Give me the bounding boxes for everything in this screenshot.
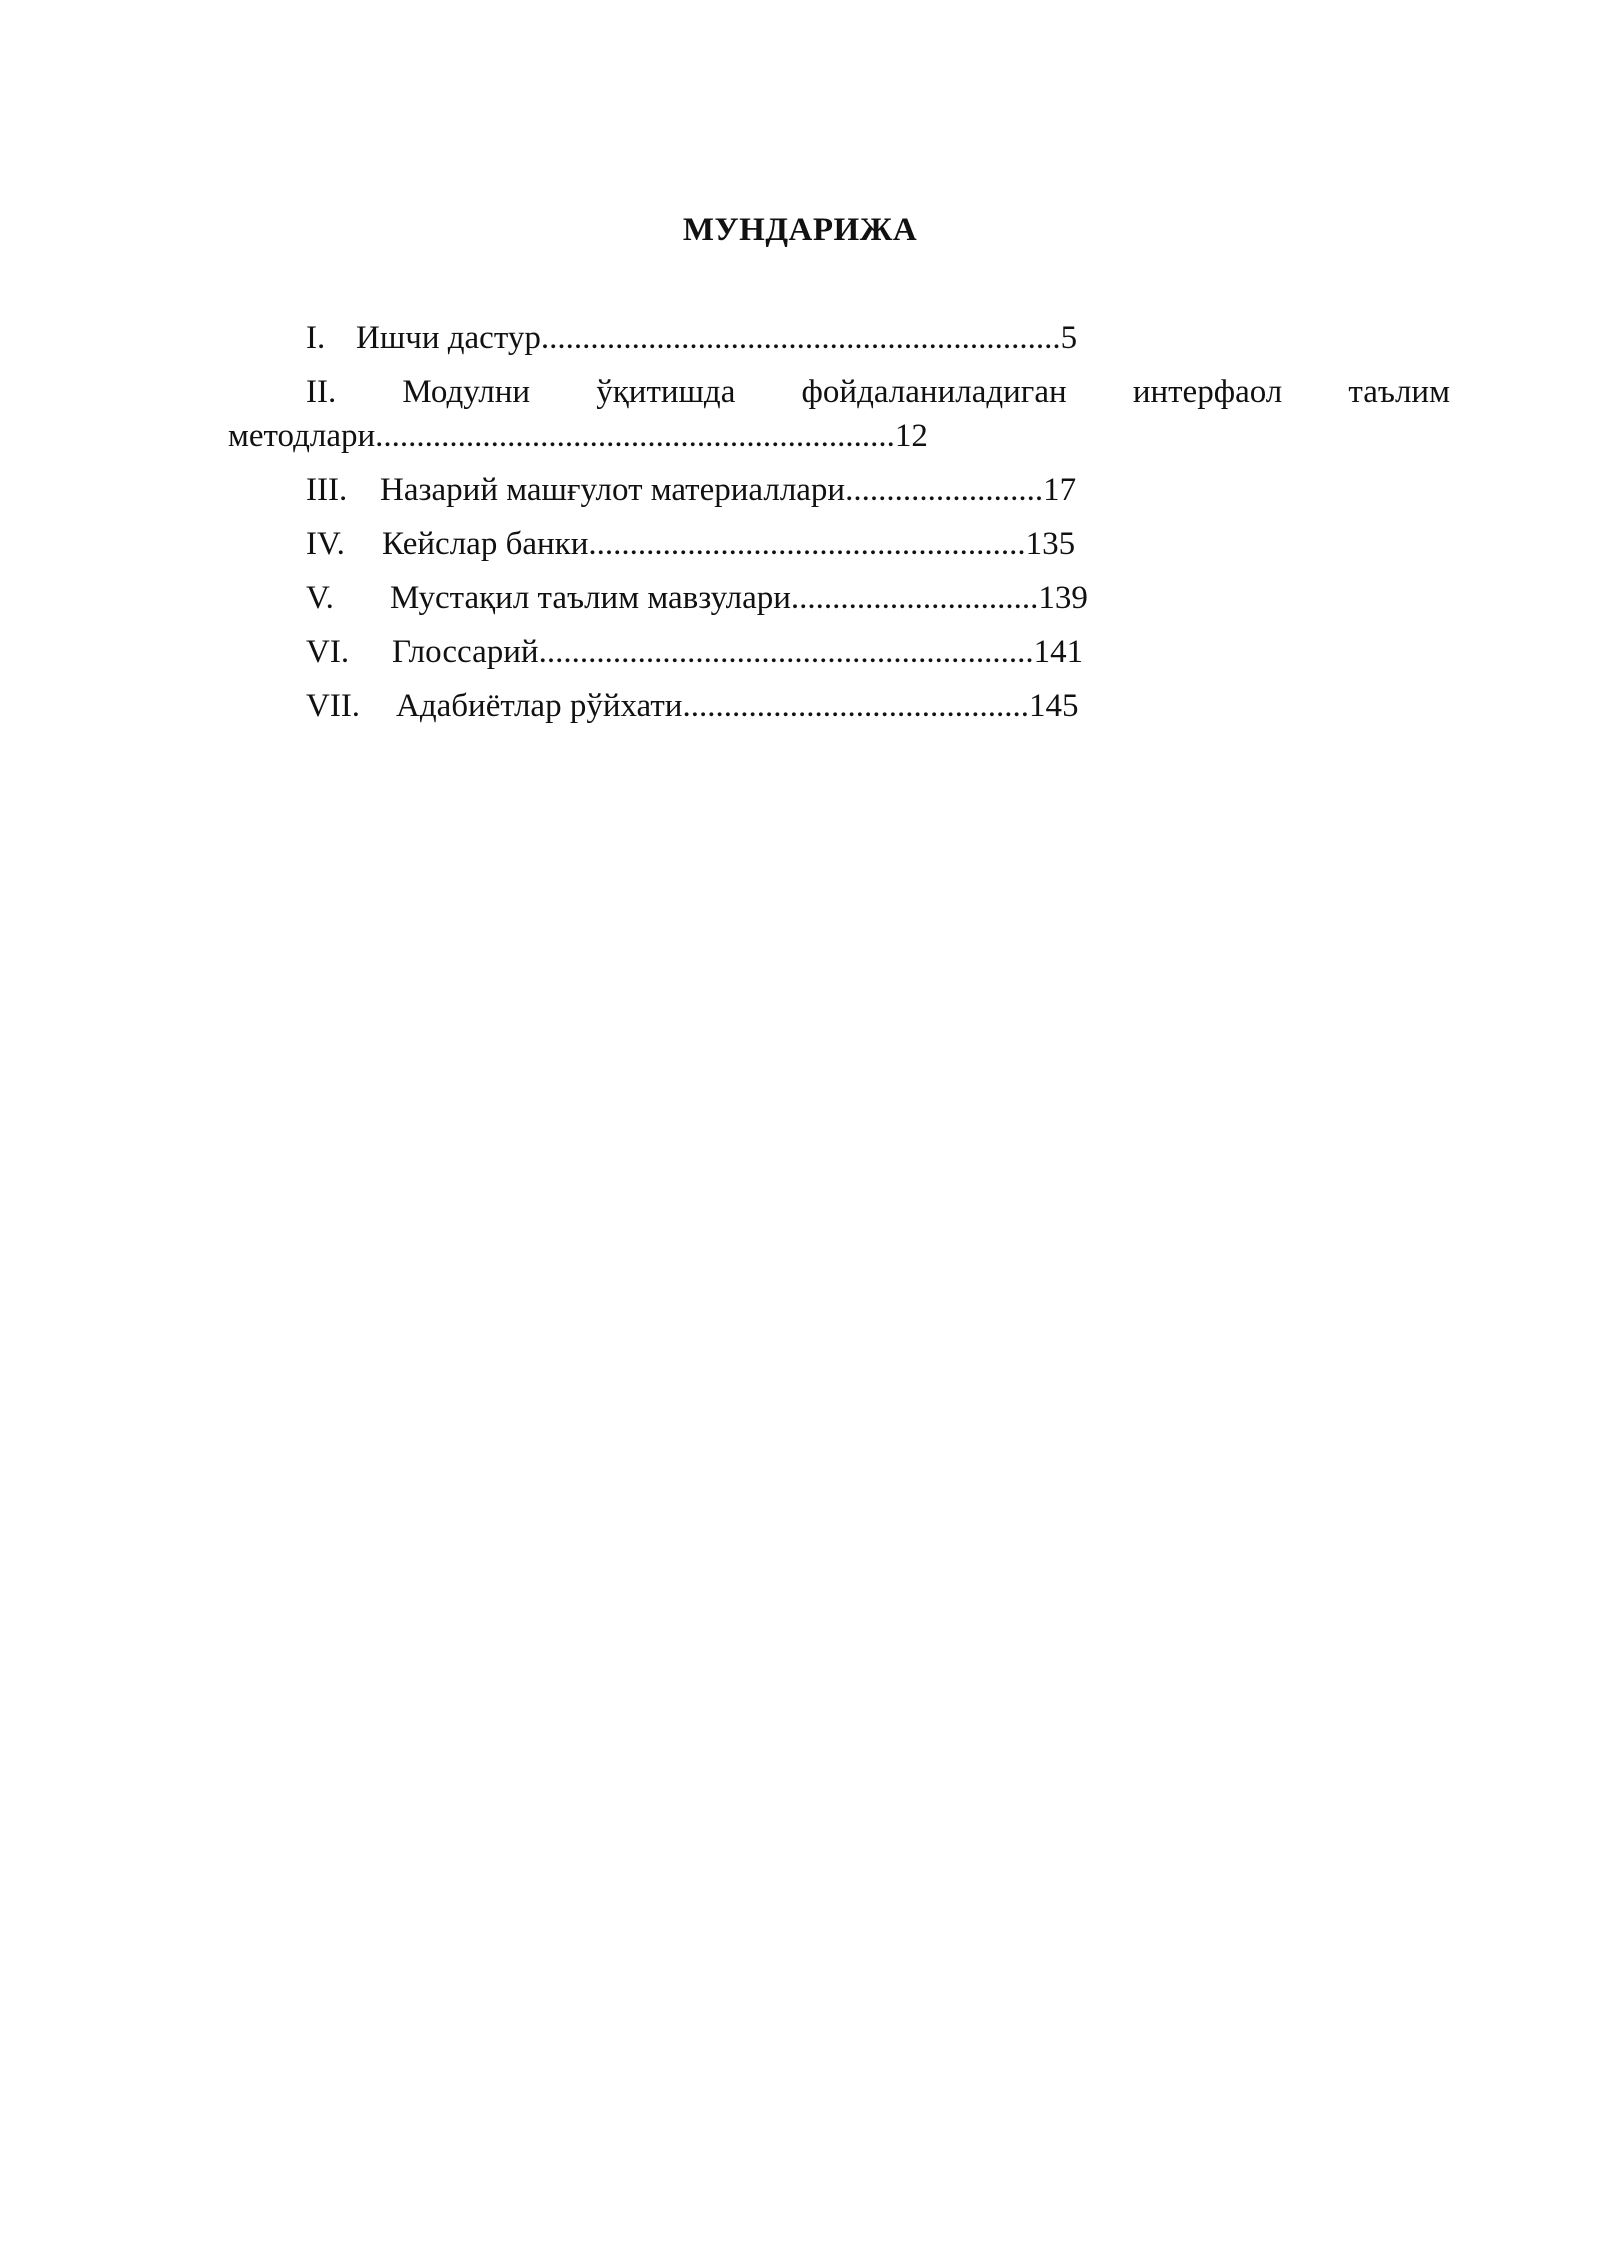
toc-entry-label: Кейслар банки (382, 526, 589, 562)
toc-entry-leader: .............................. (790, 580, 1039, 616)
toc-entry-page: 12 (894, 418, 928, 454)
toc-entry-2-continuation[interactable] (228, 416, 928, 456)
toc-entry-number: VII. (306, 688, 361, 724)
toc-entry-7[interactable] (306, 686, 1078, 726)
toc-entry-word: таълим (1348, 374, 1450, 410)
toc-entry-leader: ..................................................... (588, 526, 1026, 562)
toc-entry-page: 145 (1028, 688, 1079, 724)
toc-entry-page: 135 (1025, 526, 1076, 562)
toc-entry-label: Ишчи дастур (356, 320, 541, 356)
toc-entry-label: Мустақил таълим мавзулари (390, 580, 791, 616)
toc-entry-word: интерфаол (1132, 374, 1283, 410)
page-title: МУНДАРИЖА (682, 212, 918, 248)
toc-entry-page: 5 (1060, 320, 1078, 356)
toc-entry-word: ўқитишда (596, 374, 736, 410)
toc-entry-page: 141 (1033, 634, 1084, 670)
toc-entry-label: Назарий машғулот материаллари (380, 472, 846, 508)
toc-entry-3[interactable] (306, 470, 1076, 510)
toc-entry-leader: .......................................... (682, 688, 1029, 724)
toc-entry-number: IV. (306, 526, 345, 562)
toc-entry-5[interactable] (306, 578, 1088, 618)
toc-entry-page: 17 (1043, 472, 1077, 508)
toc-entry-label: Глоссарий (392, 634, 539, 670)
toc-entry-page: 139 (1038, 580, 1088, 616)
toc-entry-4[interactable] (306, 524, 1075, 564)
toc-entry-label: методлари (228, 418, 376, 454)
toc-entry-number: III. (306, 472, 348, 508)
toc-entry-1[interactable] (306, 318, 1077, 358)
toc-entry-number: V. (306, 580, 334, 616)
toc-entry-2[interactable] (306, 372, 1450, 412)
toc-entry-label: Адабиётлар рўйхати (396, 688, 683, 724)
toc-entry-number: VI. (306, 634, 350, 670)
toc-entry-leader: ........................ (845, 472, 1044, 508)
toc-entry-word: фойдаланиладиган (801, 374, 1067, 410)
toc-entry-number: I. (306, 320, 326, 356)
toc-entry-leader: ............................................................... (540, 320, 1061, 356)
toc-entry-6[interactable] (306, 632, 1083, 672)
toc-entry-number: II. (306, 374, 337, 410)
toc-entry-leader: ............................................................ (538, 634, 1034, 670)
toc-entry-word: Модулни (402, 374, 531, 410)
toc-entry-leader: ............................................................... (375, 418, 895, 454)
